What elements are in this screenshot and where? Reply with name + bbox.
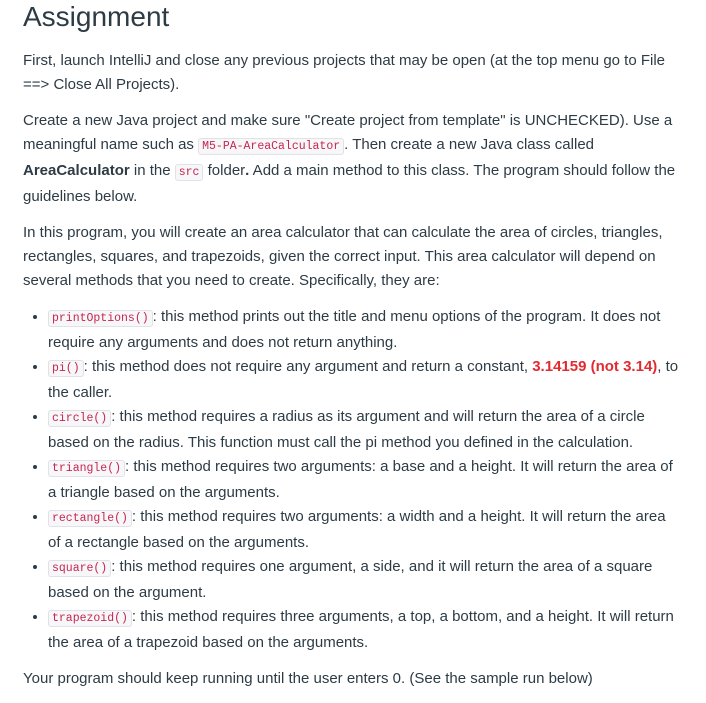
method-desc: : this method requires one argument, a side, and it will return the area of a square based on the argument.: [48, 558, 653, 601]
methods-list: [23, 305, 682, 655]
method-code: trapezoid(): [48, 610, 132, 627]
method-item: [48, 605, 682, 655]
method-item: [48, 405, 682, 455]
page-title: Assignment: [23, 1, 170, 32]
method-code: square(): [48, 560, 111, 577]
setup-text-c: in the: [129, 162, 175, 179]
setup-text-a: Create a new Java project and make sure "Create project from template" is UNCHECKED). Use a meaningful name such as: [23, 112, 673, 153]
intro-paragraph: First, launch IntelliJ and close any previous projects that may be open (at the top menu go to File ==> Close All Projects).: [23, 52, 666, 93]
setup-dot: .: [245, 162, 250, 179]
method-item: [48, 455, 682, 505]
method-item: [48, 305, 682, 355]
method-desc: : this method prints out the title and menu options of the program. It does not require any arguments and does not return anything.: [48, 308, 661, 351]
method-code: pi(): [48, 360, 84, 377]
method-desc: : this method requires three arguments, a top, a bottom, and a height. It will return the area of a trapezoid based on the arguments.: [48, 608, 674, 651]
src-folder-code: src: [175, 164, 204, 181]
method-desc-tail: , to the caller.: [48, 358, 679, 401]
method-code: rectangle(): [48, 510, 132, 527]
method-code: triangle(): [48, 460, 125, 477]
project-name-code: M5-PA-AreaCalculator: [198, 138, 344, 155]
method-code: circle(): [48, 410, 111, 427]
method-desc: : this method requires a radius as its argument and will return the area of a circle based on the radius. This function must call the pi method you defined in the calculation.: [48, 408, 645, 451]
method-desc: : this method requires two arguments: a base and a height. It will return the area of a triangle based on the arguments.: [48, 458, 673, 501]
method-item: [48, 555, 682, 605]
setup-text-d: folder: [203, 162, 246, 179]
setup-paragraph: [23, 109, 682, 209]
method-desc: : this method does not require any argument and return a constant,: [83, 358, 533, 375]
description-paragraph: In this program, you will create an area calculator that can calculate the area of circles, triangles, rectangles, squares, and trapezoids, given the correct input. This area calculator will depend on several methods that you need to create. Specifically, they are:: [23, 224, 663, 289]
pi-value-highlight: 3.14159 (not 3.14): [532, 358, 658, 375]
method-item: [48, 355, 682, 405]
method-code: printOptions(): [48, 310, 153, 327]
setup-text-b: . Then create a new Java class called: [344, 136, 594, 153]
method-item: [48, 505, 682, 555]
setup-text-e: Add a main method to this class. The program should follow the guidelines below.: [23, 162, 676, 205]
closing-paragraph: Your program should keep running until the user enters 0. (See the sample run below): [23, 670, 593, 687]
class-name: AreaCalculator: [23, 162, 130, 179]
method-desc: : this method requires two arguments: a width and a height. It will return the area of a rectangle based on the arguments.: [48, 508, 666, 551]
